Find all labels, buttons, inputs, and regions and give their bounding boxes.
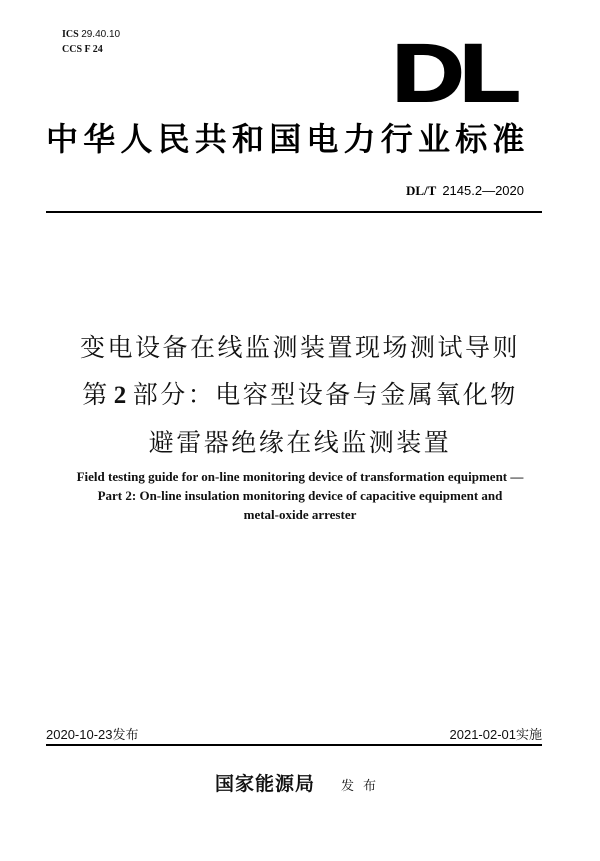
english-title [0,467,600,524]
chinese-title-line-2 [0,371,600,419]
chinese-title-line-1: 变电设备在线监测装置现场测试导则 [79,333,520,362]
date-row [46,727,542,743]
english-title-line-2: Part 2: On-line insulation monitoring device of capacitive equipment and [97,488,503,503]
publisher-org: 国家能源局 [214,773,315,795]
ccs-label: CCS [62,44,83,55]
part-prefix: 第 [82,380,110,409]
ics-code [62,27,120,42]
part-title: 部分：电容型设备与金属氧化物 [132,380,518,409]
header-divider [46,211,542,213]
chinese-title-line-3: 避雷器绝缘在线监测装置 [148,428,452,457]
standard-number-prefix: DL/T [405,183,437,198]
dl-logo: DL [392,28,516,119]
ccs-value: F 24 [84,44,103,55]
classification-codes [62,27,120,57]
english-title-line-3: metal-oxide arrester [243,507,357,522]
ccs-code [62,42,120,57]
chinese-title [0,324,600,466]
standard-type-heading: 中华人民共和国电力行业标准 [46,120,530,158]
standard-number-value: 2145.2—2020 [442,183,524,198]
part-number: 2 [113,382,129,409]
ics-label: ICS [62,29,79,40]
implementation-date: 2021-02-01实施 [449,727,542,742]
ics-value: 29.40.10 [81,29,121,40]
standard-number [406,183,524,200]
publisher [0,772,600,796]
footer-divider [46,744,542,746]
publisher-action: 发布 [341,779,386,794]
english-title-line-1: Field testing guide for on-line monitoring device of transformation equipment — [76,469,524,484]
issue-date: 2020-10-23发布 [46,727,139,742]
